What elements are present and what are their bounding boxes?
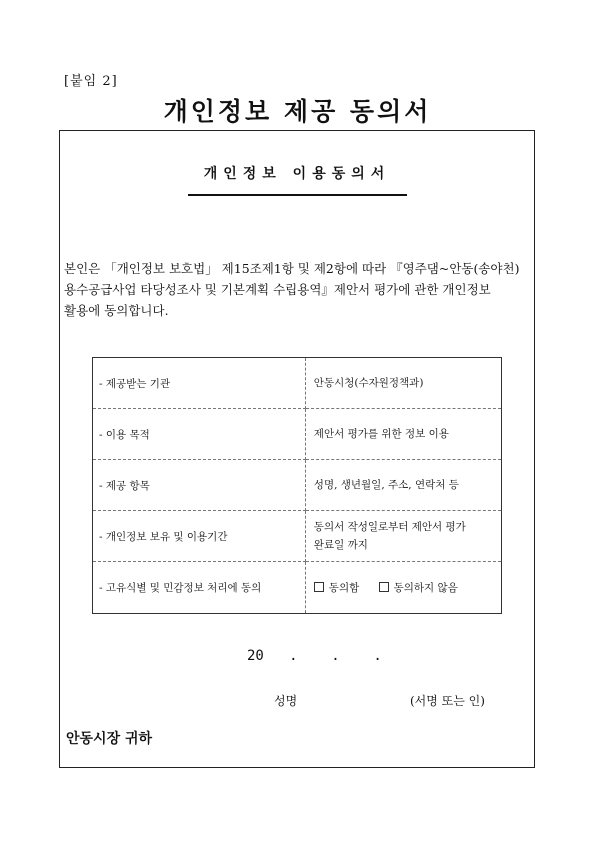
retention-line-2: 완료일 까지 [313,539,368,551]
row-value-items: 성명, 생년월일, 주소, 연락처 등 [305,460,501,511]
attachment-label: [붙임 2] [64,74,118,89]
statement-line-3: 활용에 동의합니다. [64,303,169,318]
disagree-option[interactable] [379,579,458,597]
agree-checkbox[interactable] [314,582,324,592]
disagree-checkbox[interactable] [379,582,389,592]
signature-label: 성명 [274,694,298,708]
row-label-purpose: - 이용 목적 [93,409,306,460]
row-label-recipient: - 제공받는 기관 [93,358,306,409]
signature-note: (서명 또는 인) [410,694,485,708]
table-row [93,409,502,460]
row-value-recipient: 안동시청(수자원정책과) [305,358,501,409]
agree-option[interactable] [314,579,359,597]
row-value-purpose: 제안서 평가를 위한 정보 이용 [305,409,501,460]
row-label-sensitive-info: - 고유식별 및 민감정보 처리에 동의 [93,562,306,614]
row-value-retention [305,511,501,562]
row-label-retention: - 개인정보 보유 및 이용기간 [93,511,306,562]
document-title: 개인정보 제공 동의서 [163,97,432,126]
form-heading: 개인정보 이용동의서 [203,166,391,182]
row-label-items: - 제공 항목 [93,460,306,511]
statement-line-1: 본인은 「개인정보 보호법」 제15조제1항 및 제2항에 따라 『영주댐~안동(송야천) [64,261,520,276]
date-line: 20 . . . [247,648,382,664]
addressee: 안동시장 귀하 [66,731,153,747]
consent-statement [64,258,530,321]
row-value-sensitive-info [305,562,501,614]
table-row [93,562,502,614]
table-row [93,460,502,511]
statement-line-2: 용수공급사업 타당성조사 및 기본계획 수립용역』제안서 평가에 관한 개인정보 [64,282,491,297]
consent-form-frame [59,130,535,768]
retention-line-1: 동의서 작성일로부터 제안서 평가 [313,521,466,533]
heading-underline [188,194,407,196]
table-row [93,358,502,409]
table-row [93,511,502,562]
disagree-label: 동의하지 않음 [393,581,458,594]
consent-details-table [92,357,502,614]
agree-label: 동의함 [328,581,360,594]
